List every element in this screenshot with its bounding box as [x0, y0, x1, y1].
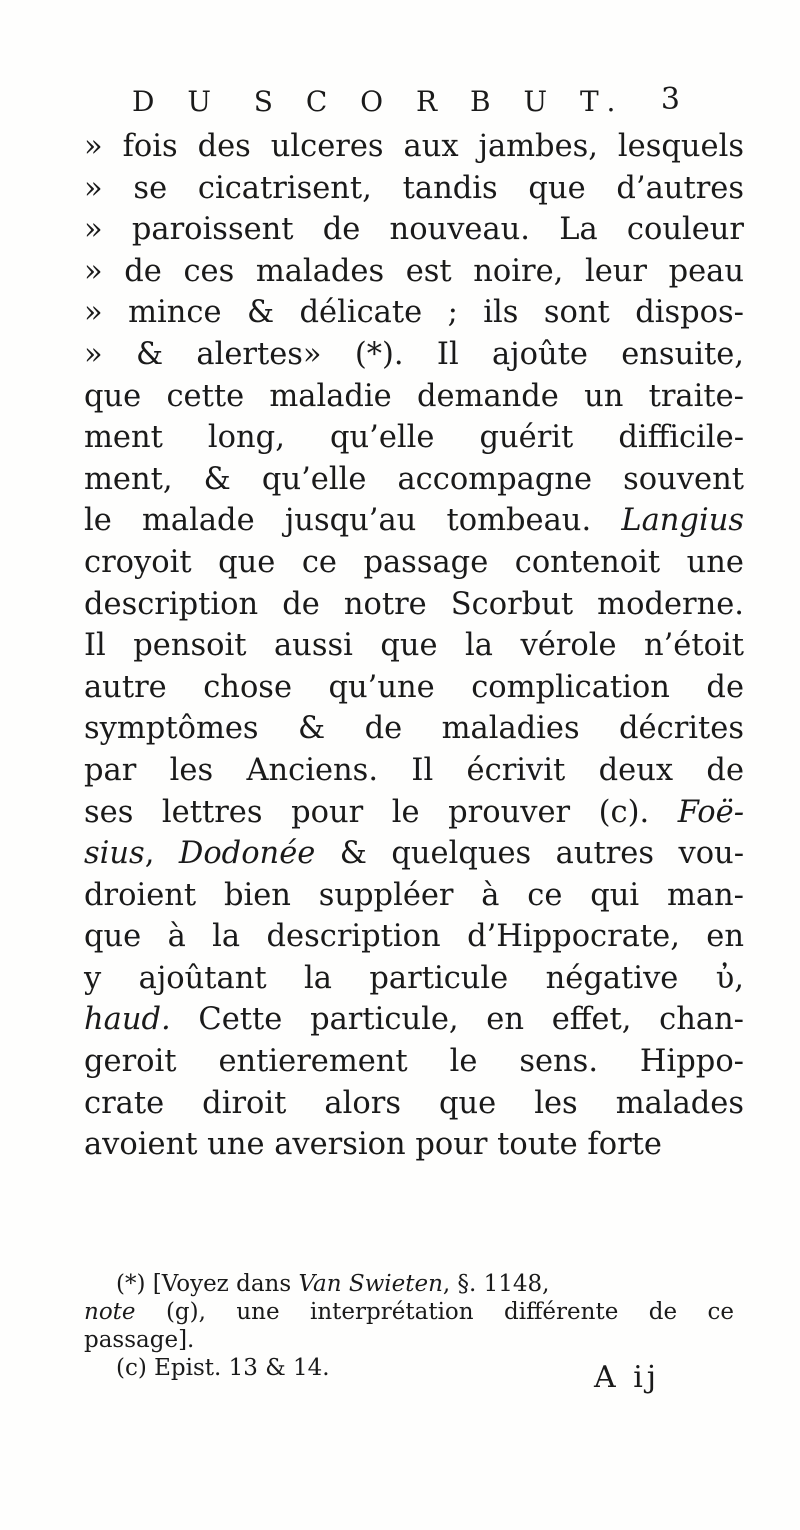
text-line: le malade jusqu’au tombeau. Langius [84, 503, 744, 539]
footnote-c: (c) Epist. 13 & 14. [116, 1355, 330, 1381]
running-title-word-2: S C O R B U T. [253, 85, 628, 118]
text-line: ment long, qu’elle guérit difficile- [84, 420, 744, 456]
footnote-star-line-3: passage]. [84, 1327, 195, 1353]
text-line: que cette maladie demande un traite- [84, 378, 744, 414]
footnote-star-line-1: (*) [Voyez dans Van Swieten, §. 1148, [116, 1271, 550, 1297]
text-line: description de notre Scorbut moderne. [84, 586, 744, 622]
text-line: que à la description d’Hippocrate, en [84, 919, 744, 955]
running-title [132, 78, 627, 124]
text-line: autre chose qu’une complication de [84, 669, 744, 705]
text-line: ses lettres pour le prouver (c). Foë- [84, 794, 744, 830]
text-line: par les Anciens. Il écrivit deux de [84, 752, 744, 788]
text-line: Il pensoit aussi que la vérole n’étoit [84, 628, 744, 664]
page-number: 3 [660, 82, 682, 117]
text-line: croyoit que ce passage contenoit une [84, 544, 744, 580]
text-line: haud. Cette particule, en effet, chan- [84, 1002, 744, 1038]
text-line: » se cicatrisent, tandis que d’autres [84, 170, 744, 206]
running-title-word-1: D U [132, 85, 223, 118]
text-line: geroit entierement le sens. Hippo- [84, 1044, 744, 1080]
text-line: crate diroit alors que les malades [84, 1085, 744, 1121]
text-line: » & alertes» (*). Il ajoûte ensuite, [84, 336, 744, 372]
text-line: » paroissent de nouveau. La couleur [84, 212, 744, 248]
text-line: sius, Dodonée & quelques autres vou- [84, 836, 745, 872]
footnote-star-line-2: note (g), une interprétation différente de ce [84, 1299, 734, 1325]
text-line: ment, & qu’elle accompagne souvent [84, 461, 744, 497]
text-line: » fois des ulceres aux jambes, lesquels [84, 129, 744, 164]
text-line: y ajoûtant la particule négative ὐ, [84, 960, 744, 996]
page-header [132, 78, 692, 122]
text-line: droient bien suppléer à ce qui man- [84, 877, 744, 913]
main-text [84, 126, 744, 1166]
text-line: » de ces malades est noire, leur peau [84, 253, 744, 289]
text-line: » mince & délicate ; ils sont dispos- [84, 295, 744, 331]
text-line: avoient une aversion pour toute forte [84, 1127, 662, 1163]
text-line: symptômes & de maladies décrites [84, 711, 744, 747]
signature-mark: A ij [594, 1360, 661, 1395]
